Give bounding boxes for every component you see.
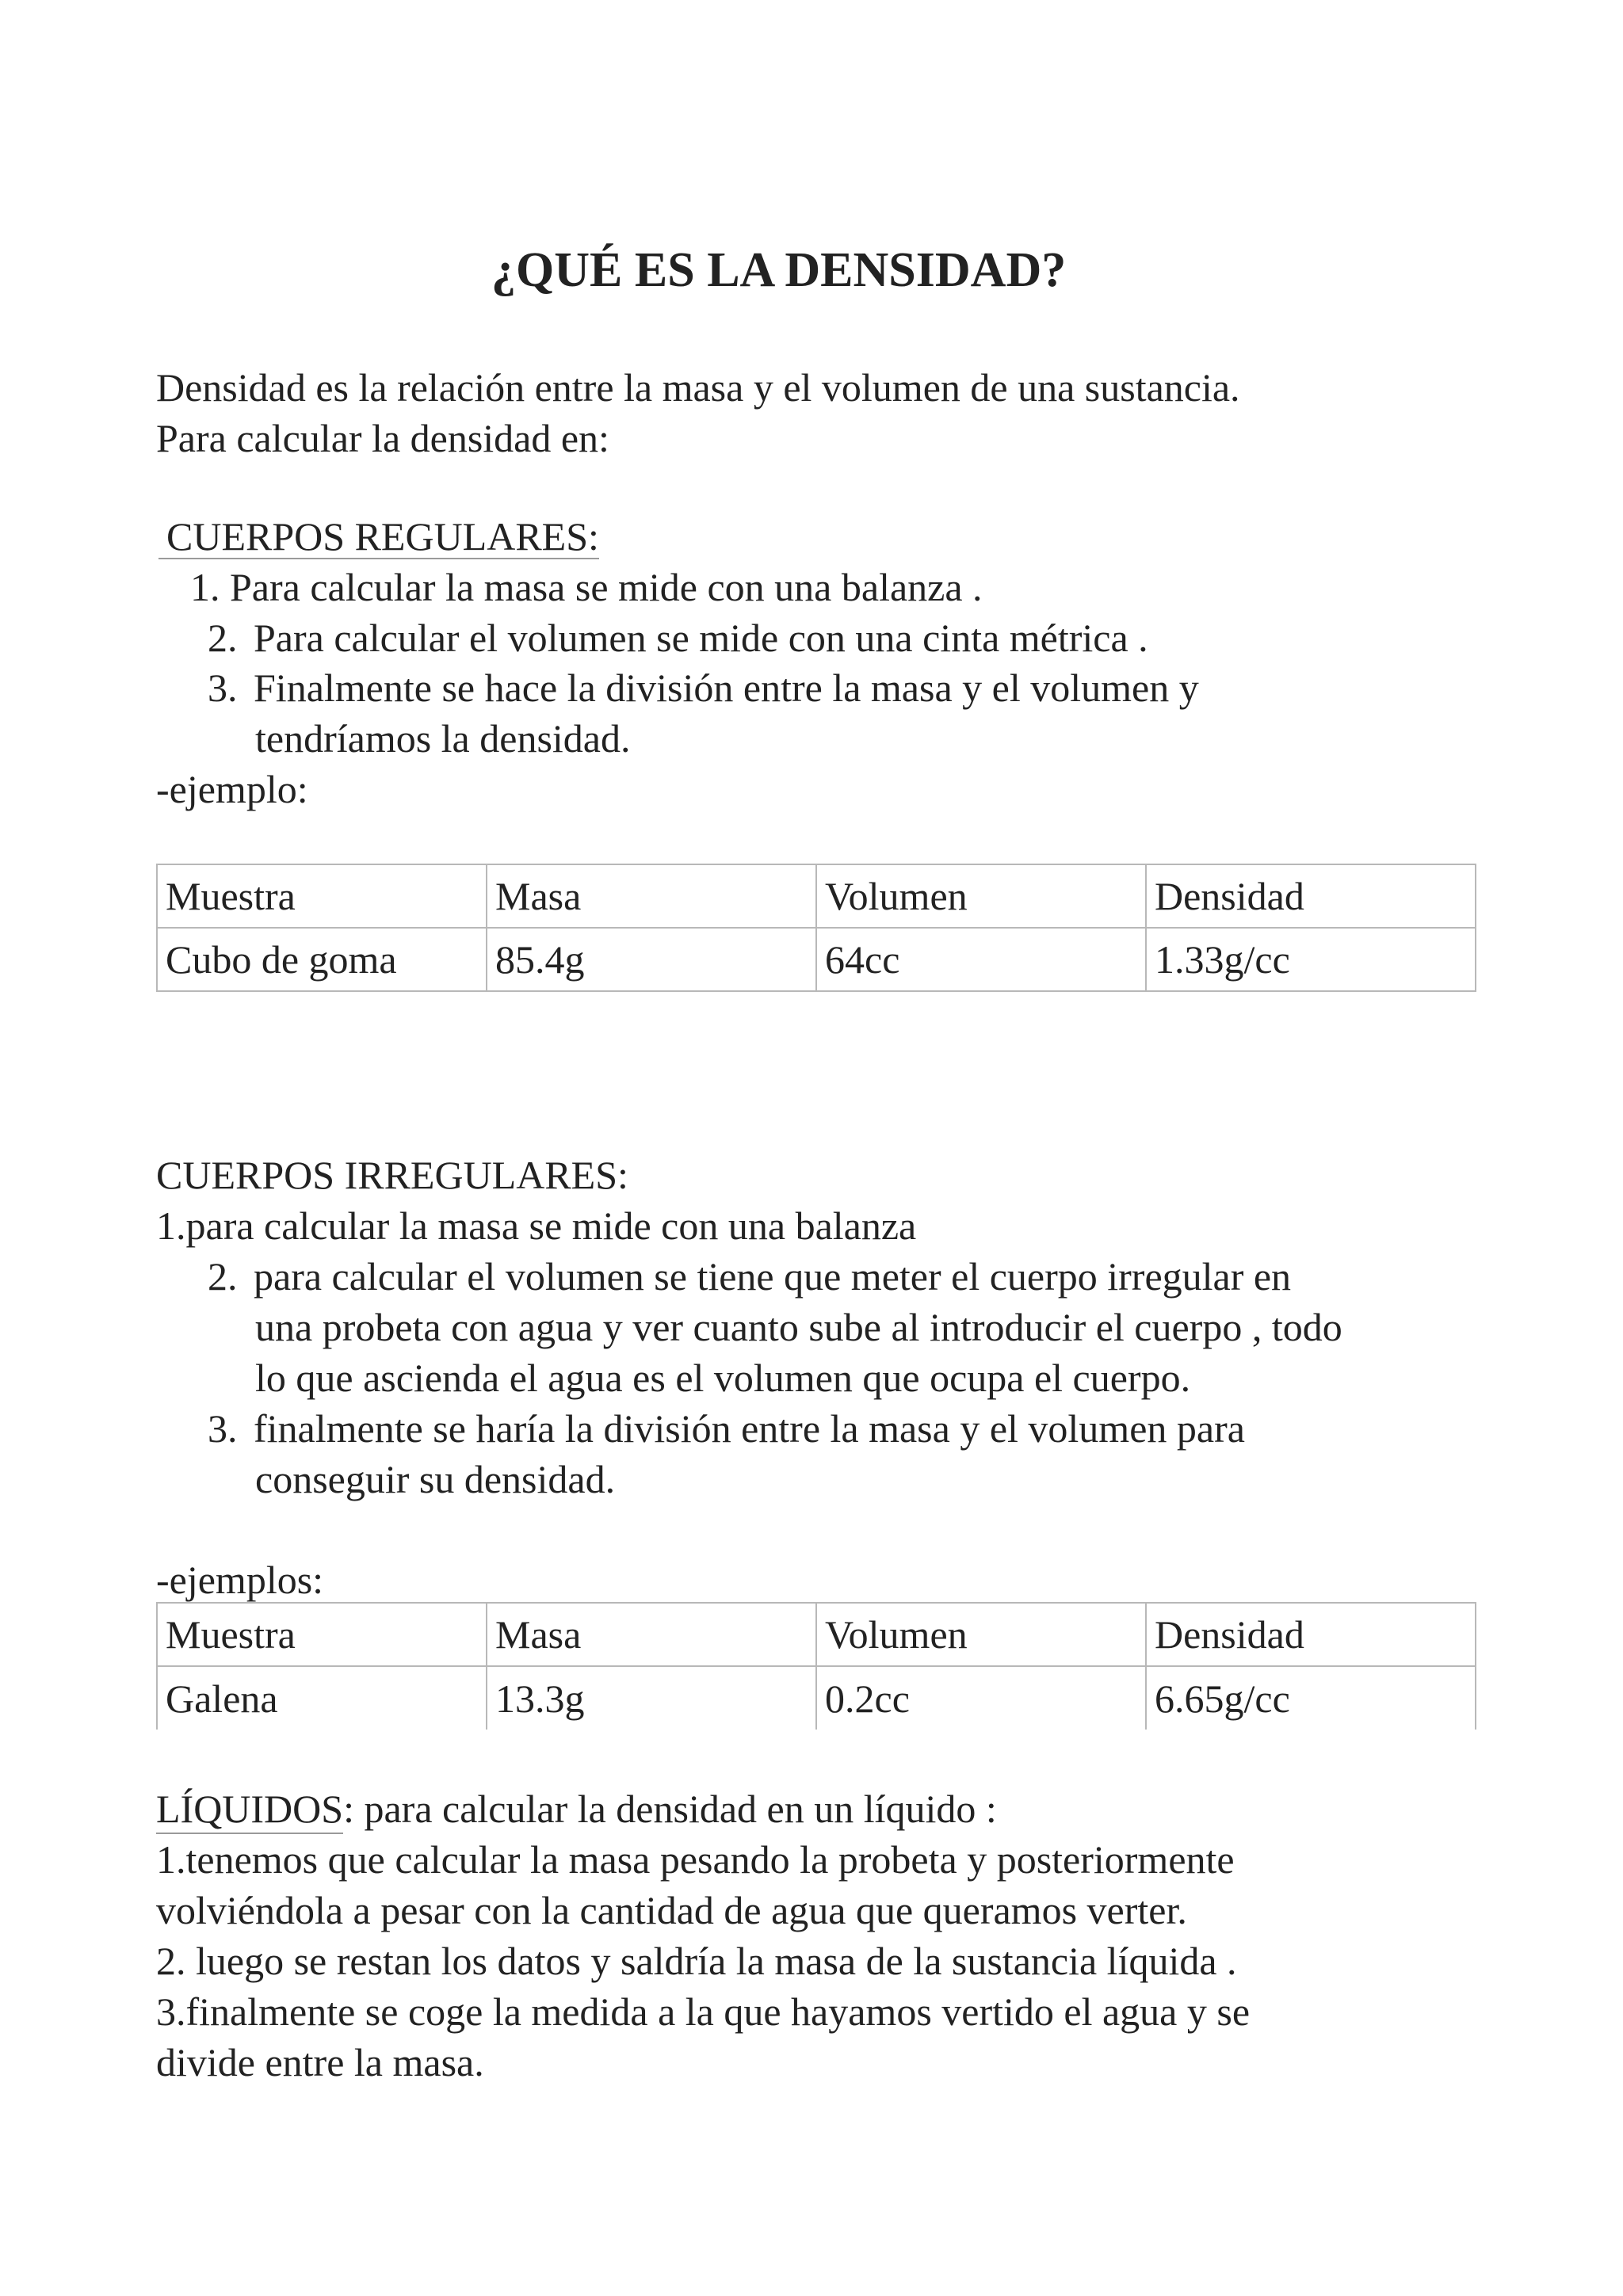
table-header-row: [157, 864, 1476, 928]
table-cell: Cubo de goma: [157, 928, 487, 991]
list-item: [208, 618, 1148, 658]
example-table-regulares: [156, 864, 1476, 992]
table-cell: 64cc: [816, 928, 1146, 991]
list-number: 2.: [208, 616, 238, 660]
liquidos-heading-word: LÍQUIDOS: [156, 1787, 343, 1834]
table-cell: 1.33g/cc: [1146, 928, 1476, 991]
table-header-cell: Volumen: [816, 1603, 1146, 1666]
list-item: 1.para calcular la masa se mide con una balanza: [156, 1203, 917, 1248]
table-header-row: [157, 1603, 1476, 1666]
list-number: 3.: [208, 666, 238, 710]
list-item: [208, 666, 1199, 710]
list-item: [190, 567, 983, 607]
intro-line-1: Densidad es la relación entre la masa y el volumen de una sustancia.: [156, 365, 1240, 410]
intro-line-2: Para calcular la densidad en:: [156, 416, 609, 460]
list-item-continuation: una probeta con agua y ver cuanto sube al introducir el cuerpo , todo: [255, 1305, 1342, 1349]
table-header-cell: Masa: [487, 864, 816, 928]
list-number: 2.: [208, 1254, 238, 1299]
paragraph-line: 2. luego se restan los datos y saldría la masa de la sustancia líquida .: [156, 1939, 1237, 1983]
example-label: -ejemplos:: [156, 1558, 324, 1602]
paragraph-line: volviéndola a pesar con la cantidad de agua que queramos verter.: [156, 1888, 1187, 1932]
list-text: Finalmente se hace la división entre la masa y el volumen y: [254, 666, 1199, 710]
table-row: [157, 1666, 1476, 1730]
table-row: [157, 928, 1476, 991]
table-header-cell: Muestra: [157, 1603, 487, 1666]
table-cell: Galena: [157, 1666, 487, 1730]
section-heading-regulares: CUERPOS REGULARES:: [158, 517, 599, 559]
list-item-continuation: lo que ascienda el agua es el volumen que ocupa el cuerpo.: [255, 1356, 1191, 1400]
section-heading-liquidos: [156, 1789, 997, 1829]
list-item-continuation: conseguir su densidad.: [255, 1457, 616, 1501]
list-text: Para calcular el volumen se mide con una cinta métrica .: [254, 616, 1148, 660]
list-item: [208, 1254, 1292, 1299]
list-text: para calcular el volumen se tiene que meter el cuerpo irregular en: [254, 1254, 1292, 1299]
list-number: 3.: [208, 1406, 238, 1451]
paragraph-line: 3.finalmente se coge la medida a la que hayamos vertido el agua y se: [156, 1989, 1251, 2034]
table-cell: 0.2cc: [816, 1666, 1146, 1730]
section-heading-irregulares: CUERPOS IRREGULARES:: [156, 1153, 628, 1197]
table-header-cell: Muestra: [157, 864, 487, 928]
example-table-irregulares: [156, 1602, 1476, 1730]
table-header-cell: Masa: [487, 1603, 816, 1666]
table-cell: 6.65g/cc: [1146, 1666, 1476, 1730]
list-text: Para calcular la masa se mide con una balanza .: [230, 565, 983, 609]
list-item: [208, 1406, 1245, 1451]
paragraph-line: 1.tenemos que calcular la masa pesando la probeta y posteriormente: [156, 1837, 1235, 1882]
paragraph-line: divide entre la masa.: [156, 2040, 484, 2084]
table-cell: 85.4g: [487, 928, 816, 991]
list-item-continuation: tendríamos la densidad.: [255, 716, 631, 761]
table-header-cell: Densidad: [1146, 1603, 1476, 1666]
table-header-cell: Volumen: [816, 864, 1146, 928]
table-cell: 13.3g: [487, 1666, 816, 1730]
liquidos-heading-rest: : para calcular la densidad en un líquido :: [343, 1787, 997, 1831]
page-title: ¿QUÉ ES LA DENSIDAD?: [491, 243, 1067, 297]
list-number: 1.: [190, 565, 220, 609]
list-text: finalmente se haría la división entre la masa y el volumen para: [254, 1406, 1245, 1451]
table-header-cell: Densidad: [1146, 864, 1476, 928]
example-label: -ejemplo:: [156, 767, 308, 811]
